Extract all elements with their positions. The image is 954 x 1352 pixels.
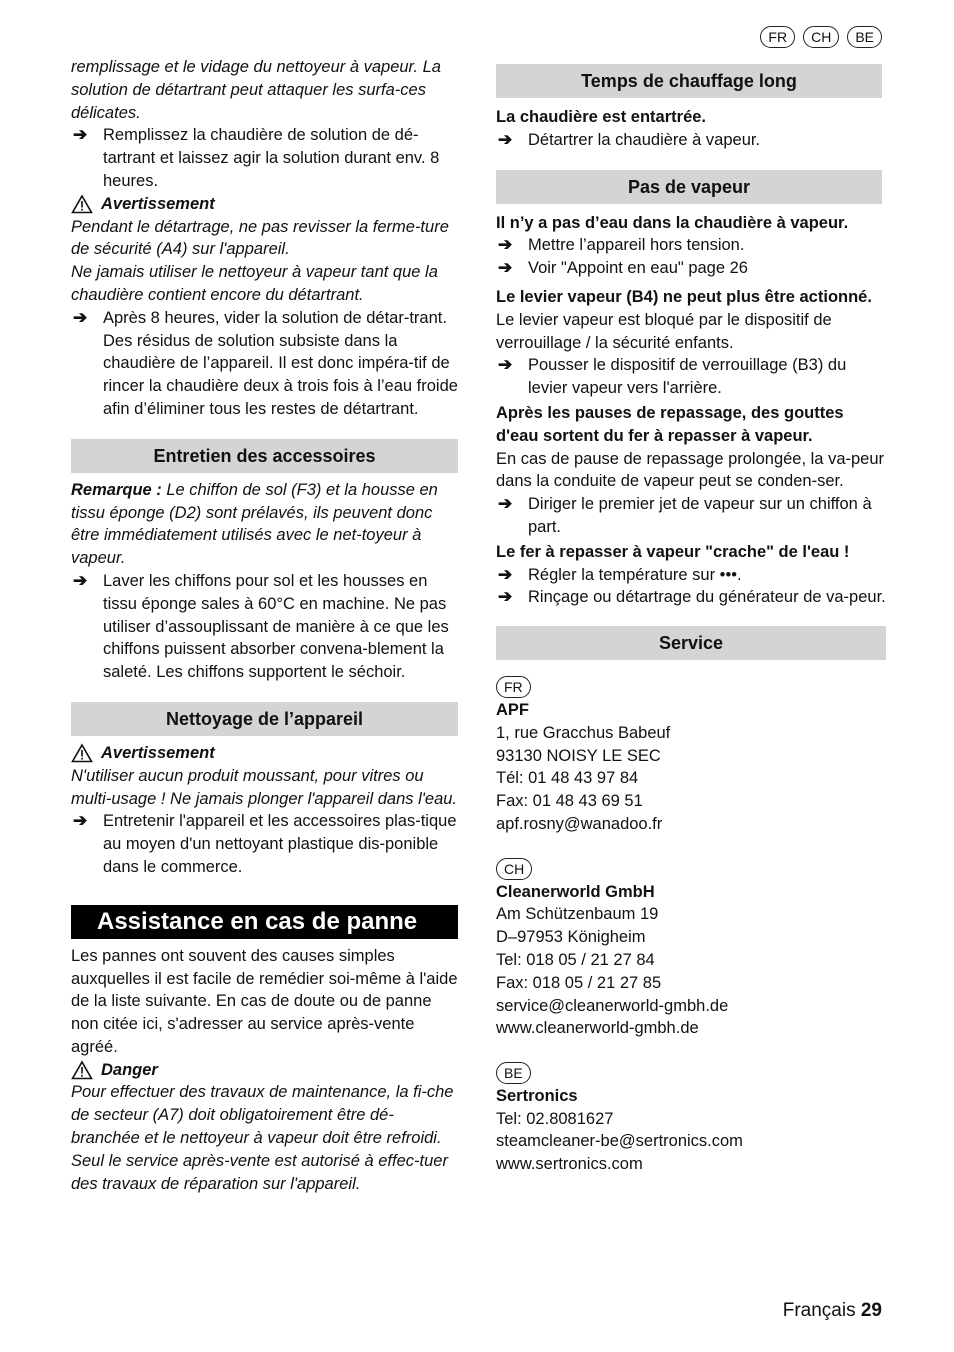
warning-text: Pendant le détartrage, ne pas revisser la ferme-ture de sécurité (A4) sur l'appareil. — [71, 217, 449, 259]
step-text: Laver les chiffons pour sol et les housses en tissu éponge sales à 60°C en machine. Ne pas utiliser d’assouplissant de manière à ce que les chiffons puissent absorber convena-blement la saleté. Les chiffons supportent le séchoir. — [103, 571, 449, 682]
section-heading-cleaning: Nettoyage de l’appareil — [71, 702, 458, 736]
step-text: Rinçage ou détartrage du générateur de va-peur. — [528, 588, 886, 607]
arrow-icon: ➔ — [73, 811, 88, 831]
service-block-ch — [496, 858, 886, 1040]
country-tag-fr: FR — [496, 676, 531, 698]
arrow-icon: ➔ — [73, 125, 88, 145]
section-heading-service: Service — [496, 626, 886, 660]
page-footer — [783, 1300, 882, 1323]
intro-text: remplissage et le vidage du nettoyeur à vapeur. La solution de détartrant peut attaquer les surfa-ces délicates. — [71, 58, 441, 122]
step-item — [496, 234, 886, 257]
service-line: Tél: 01 48 43 97 84 — [496, 769, 639, 788]
warning-text: Ne jamais utiliser le nettoyeur à vapeur tant que la chaudière contient encore du détartrant. — [71, 263, 438, 304]
service-line: Tel: 02.8081627 — [496, 1109, 614, 1128]
step-text: Mettre l’appareil hors tension. — [528, 236, 745, 255]
service-company: APF — [496, 700, 529, 719]
country-tag-fr: FR — [760, 26, 795, 48]
warning-triangle-icon — [71, 743, 93, 763]
explanation-text: En cas de pause de repassage prolongée, la va-peur dans la conduite de vapeur peut se conden-ser. — [496, 449, 885, 491]
section-heading-no-steam: Pas de vapeur — [496, 170, 882, 204]
step-text: Diriger le premier jet de vapeur sur un chiffon à part. — [528, 495, 872, 536]
service-line: Fax: 018 05 / 21 27 85 — [496, 973, 662, 992]
danger-heading — [71, 1059, 458, 1082]
section-heading-accessories: Entretien des accessoires — [71, 439, 458, 473]
footer-language: Français — [782, 1300, 856, 1321]
arrow-icon: ➔ — [498, 129, 513, 149]
service-website: www.sertronics.com — [496, 1155, 643, 1174]
step-item — [71, 307, 458, 421]
arrow-icon: ➔ — [498, 494, 513, 514]
warning-heading — [71, 193, 458, 216]
service-company: Sertronics — [496, 1086, 578, 1105]
country-tag-ch: CH — [496, 858, 532, 880]
remark-text — [71, 479, 458, 570]
chapter-heading: Assistance en cas de panne — [71, 905, 458, 939]
service-line: 93130 NOISY LE SEC — [496, 746, 661, 765]
danger-text: Pour effectuer des travaux de maintenance, la fi-che de secteur (A7) doit obligatoirement être dé-branchée et le nettoyeur à vapeur doit être refroidi. — [71, 1083, 454, 1148]
service-block-be — [496, 1062, 886, 1176]
arrow-icon: ➔ — [498, 355, 513, 375]
cause-text: Le levier vapeur (B4) ne peut plus être actionné. — [496, 287, 872, 306]
service-block-fr — [496, 676, 886, 836]
service-company: Cleanerworld GmbH — [496, 882, 655, 901]
step-item — [496, 564, 886, 587]
service-email: steamcleaner-be@sertronics.com — [496, 1132, 743, 1151]
warning-triangle-icon — [71, 1060, 93, 1080]
country-tag-be: BE — [496, 1062, 531, 1084]
warning-text: N'utiliser aucun produit moussant, pour vitres ou multi-usage ! Ne jamais plonger l'appareil dans l'eau. — [71, 766, 458, 808]
step-item — [496, 586, 886, 609]
arrow-icon: ➔ — [498, 587, 513, 607]
service-email: service@cleanerworld-gmbh.de — [496, 996, 729, 1015]
country-tag-be: BE — [847, 26, 882, 48]
arrow-icon: ➔ — [498, 235, 513, 255]
remark-label: Remarque : — [71, 480, 162, 499]
service-email: apf.rosny@wanadoo.fr — [496, 814, 663, 833]
step-item — [496, 257, 886, 280]
cause-text: Le fer à repasser à vapeur "crache" de l'eau ! — [496, 542, 850, 561]
service-website: www.cleanerworld-gmbh.de — [496, 1019, 699, 1038]
remark-body: Le chiffon de sol (F3) et la housse en tissu éponge (D2) sont prélavés, ils peuvent donc être immédiatement utilisés avec le net-toyeur à vapeur. — [71, 480, 438, 568]
explanation-text: Le levier vapeur est bloqué par le dispositif de verrouillage / la sécurité enfants. — [496, 310, 832, 352]
step-item — [496, 354, 886, 400]
step-item — [71, 124, 458, 192]
danger-label: Danger — [101, 1060, 158, 1079]
chapter-intro: Les pannes ont souvent des causes simples auxquelles il est facile de remédier soi-même à l'aide de la liste suivante. En cas de doute ou de panne non citée ici, s'adresser au service après-vente agréé. — [71, 946, 458, 1056]
arrow-icon: ➔ — [498, 564, 513, 584]
warning-heading — [71, 742, 458, 765]
service-line: Fax: 01 48 43 69 51 — [496, 792, 643, 811]
warning-label: Avertissement — [101, 743, 215, 762]
arrow-icon: ➔ — [73, 307, 88, 327]
step-text: Pousser le dispositif de verrouillage (B3) du levier vapeur vers l'arrière. — [528, 356, 847, 398]
step-text: Voir "Appoint en eau" page 26 — [528, 259, 748, 278]
step-text: Régler la température sur •••. — [528, 565, 742, 584]
step-text: Remplissez la chaudière de solution de dé-tartrant et laissez agir la solution durant env. 8 heures. — [103, 126, 440, 190]
country-tags — [760, 26, 882, 48]
right-column — [496, 56, 886, 1176]
arrow-icon: ➔ — [498, 258, 513, 278]
country-tag-ch: CH — [803, 26, 839, 48]
step-text: Entretenir l'appareil et les accessoires plas-tique au moyen d'un nettoyant plastique dis-ponible dans le commerce. — [103, 812, 457, 876]
section-heading-heating: Temps de chauffage long — [496, 64, 882, 98]
cause-text: Après les pauses de repassage, des gouttes d'eau sortent du fer à repasser à vapeur. — [496, 403, 844, 445]
service-line: 1, rue Gracchus Babeuf — [496, 723, 671, 742]
step-item — [496, 129, 886, 152]
step-text: Après 8 heures, vider la solution de détar-trant. Des résidus de solution subsiste dans la chaudière de l’appareil. Il est donc impéra-tif de rincer la chaudière deux à trois fois à l’eau froide afin d’éliminer tous les restes de détartrant. — [103, 308, 458, 418]
arrow-icon: ➔ — [73, 570, 88, 590]
step-item — [496, 493, 886, 539]
service-line: Am Schützenbaum 19 — [496, 905, 659, 924]
left-column — [71, 56, 458, 1195]
cause-text: La chaudière est entartrée. — [496, 108, 707, 126]
warning-triangle-icon — [71, 194, 93, 214]
warning-label: Avertissement — [101, 194, 215, 213]
cause-text: Il n’y a pas d’eau dans la chaudière à vapeur. — [496, 213, 849, 232]
step-item — [71, 810, 458, 878]
service-line: D–97953 Königheim — [496, 928, 646, 947]
service-line: Tel: 018 05 / 21 27 84 — [496, 950, 655, 969]
step-item — [71, 570, 458, 684]
danger-text: Seul le service après-vente est autorisé à effec-tuer des travaux de réparation sur l'appareil. — [71, 1151, 448, 1193]
step-text: Détartrer la chaudière à vapeur. — [528, 130, 761, 149]
page-number: 29 — [860, 1300, 882, 1321]
